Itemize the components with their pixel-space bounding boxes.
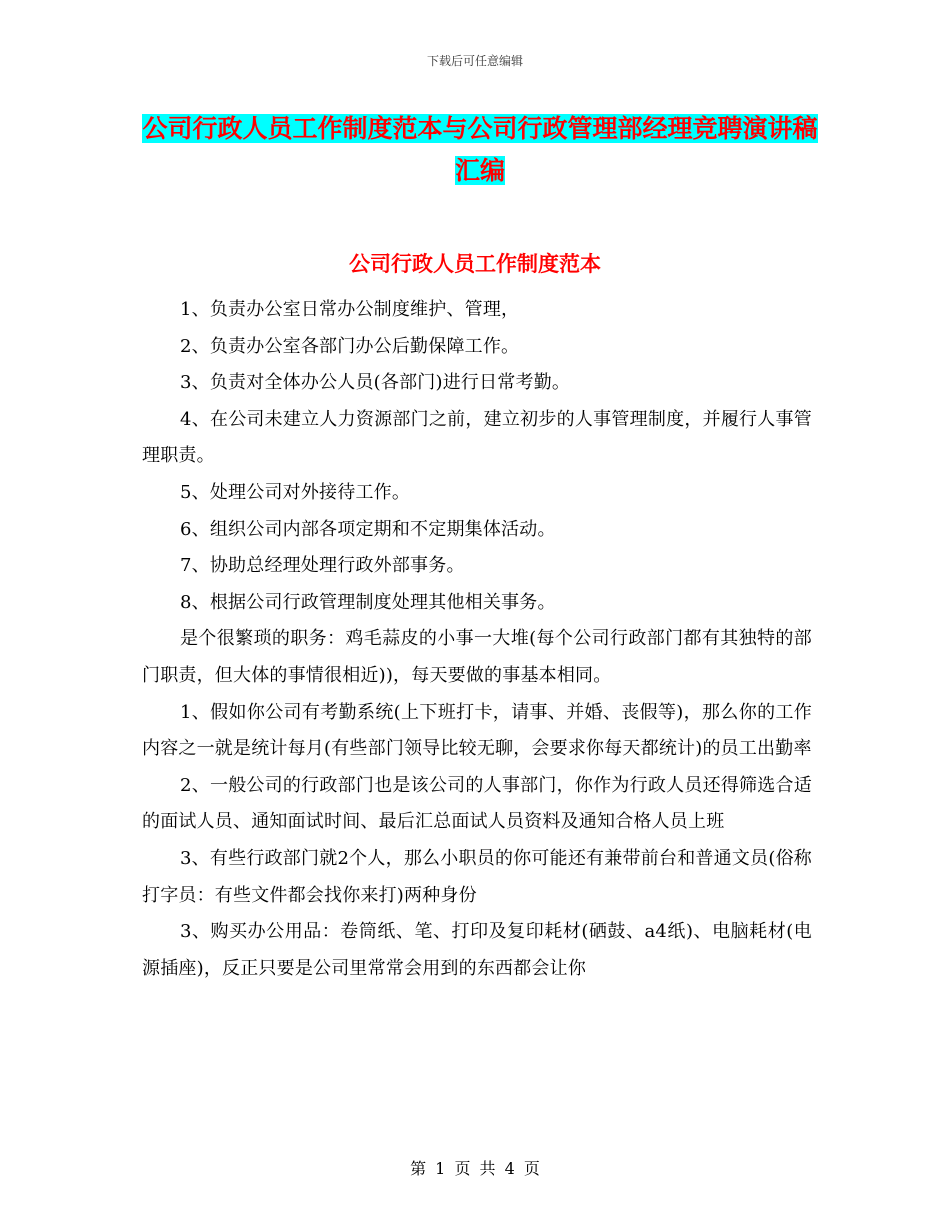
page-header-note: 下载后可任意编辑 (426, 54, 523, 68)
paragraph: 8、根据公司行政管理制度处理其他相关事务。 (180, 591, 556, 613)
paragraph: 1、负责办公室日常办公制度维护、管理， (180, 299, 520, 320)
paragraph: 2、一般公司的行政部门也是该公司的人事部门，你作为行政人员还得筛选合适的面试人员、通知面试时间、最后汇总面试人员资料及通知合格人员上班 (142, 774, 812, 833)
paragraph: 1、假如你公司有考勤系统(上下班打卡，请事、并婚、丧假等)，那么你的工作内容之一就是统计每月(有些部门领导比较无聊，会要求你每天都统计)的员工出勤率 (142, 701, 812, 760)
paragraph: 7、协助总经理处理行政外部事务。 (180, 555, 465, 577)
paragraph: 4、在公司未建立人力资源部门之前，建立初步的人事管理制度，并履行人事管理职责。 (142, 408, 812, 467)
page-number-footer: 第 1 页 共 4 页 (410, 1159, 540, 1178)
section-heading: 公司行政人员工作制度范本 (349, 252, 601, 276)
paragraph: 3、有些行政部门就2个人，那么小职员的你可能还有兼带前台和普通文员(俗称打字员：有些文件都会找你来打)两种身份 (142, 847, 812, 906)
document-body (142, 292, 812, 987)
document-title-text: 公司行政人员工作制度范本与公司行政管理部经理竞聘演讲稿汇编 (142, 114, 818, 185)
paragraph: 5、处理公司对外接待工作。 (180, 481, 411, 503)
document-title (140, 108, 820, 192)
paragraph: 2、负责办公室各部门办公后勤保障工作。 (180, 335, 520, 357)
paragraph: 是个很繁琐的职务：鸡毛蒜皮的小事一大堆(每个公司行政部门都有其独特的部门职责，但大体的事情很相近))，每天要做的事基本相同。 (142, 628, 812, 686)
paragraph: 6、组织公司内部各项定期和不定期集体活动。 (180, 518, 556, 540)
paragraph: 3、购买办公用品：卷筒纸、笔、打印及复印耗材(硒鼓、a4纸)、电脑耗材(电源插座)，反正只要是公司里常常会用到的东西都会让你 (142, 921, 812, 979)
paragraph: 3、负责对全体办公人员(各部门)进行日常考勤。 (180, 372, 571, 394)
